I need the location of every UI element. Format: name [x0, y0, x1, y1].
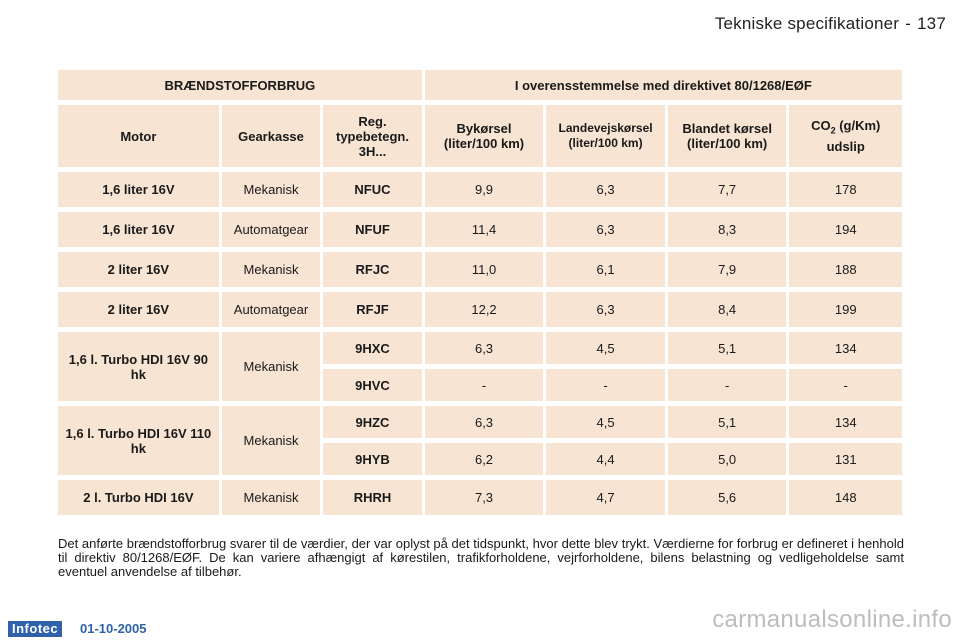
cell-blandet: 8,3: [668, 212, 787, 247]
cell-by: 11,4: [425, 212, 544, 247]
page-header: [715, 14, 946, 34]
cell-motor: 2 liter 16V: [58, 252, 219, 287]
cell-gear: Automatgear: [222, 212, 320, 247]
cell-gear: Mekanisk: [222, 480, 320, 515]
cell-motor: 2 l. Turbo HDI 16V: [58, 480, 219, 515]
consumption-note: Det anførte brændstofforbrug svarer til de værdier, der var oplyst på det tidspunkt, hvor dette blev trykt. Værdierne for forbrug er defineret i henhold til direktiv 80/1268/EØF. De kan variere afhængigt af kørestilen, trafikforholdene, vejrforholdene, bilens belastning og vedligeholdelse samt eventuel anvendelse af tilbehør.: [58, 536, 904, 579]
cell-type: 9HYB: [323, 443, 422, 475]
cell-by: 11,0: [425, 252, 544, 287]
table-row: [58, 292, 902, 327]
cell-blandet: 8,4: [668, 292, 787, 327]
col-header-reg-type: Reg. typebetegn. 3H...: [323, 105, 422, 167]
col-header-co2: [789, 105, 902, 167]
table-group-header-row: [58, 70, 902, 100]
table-row: [58, 406, 902, 438]
page-number: 137: [917, 14, 946, 33]
cell-type: 9HZC: [323, 406, 422, 438]
cell-by: 6,3: [425, 332, 544, 364]
cell-type: RFJF: [323, 292, 422, 327]
cell-gear: Mekanisk: [222, 332, 320, 401]
cell-land: 6,3: [546, 212, 665, 247]
cell-gear: Mekanisk: [222, 252, 320, 287]
cell-by: 6,3: [425, 406, 544, 438]
col-header-gearkasse: Gearkasse: [222, 105, 320, 167]
cell-blandet: 7,7: [668, 172, 787, 207]
cell-gear: Mekanisk: [222, 406, 320, 475]
table-row: [58, 212, 902, 247]
col-header-blandet: Blandet kørsel (liter/100 km): [668, 105, 787, 167]
cell-co2: -: [789, 369, 902, 401]
cell-co2: 134: [789, 332, 902, 364]
cell-by: 6,2: [425, 443, 544, 475]
table-row: [58, 252, 902, 287]
table-row: [58, 332, 902, 364]
col-header-motor: Motor: [58, 105, 219, 167]
cell-by: 12,2: [425, 292, 544, 327]
cell-land: 4,5: [546, 332, 665, 364]
cell-land: -: [546, 369, 665, 401]
col-header-landevej: Landevejskørsel (liter/100 km): [546, 105, 665, 167]
cell-blandet: 5,0: [668, 443, 787, 475]
co2-prefix: CO: [811, 118, 831, 134]
cell-type: NFUF: [323, 212, 422, 247]
header-separator: -: [905, 14, 912, 33]
cell-gear: Automatgear: [222, 292, 320, 327]
cell-co2: 148: [789, 480, 902, 515]
cell-land: 6,1: [546, 252, 665, 287]
cell-motor: 2 liter 16V: [58, 292, 219, 327]
group-header-directive: I overensstemmelse med direktivet 80/1268/EØF: [425, 70, 902, 100]
watermark: carmanualsonline.info: [712, 606, 952, 633]
co2-subscript: 2: [830, 125, 836, 136]
cell-land: 6,3: [546, 292, 665, 327]
cell-co2: 194: [789, 212, 902, 247]
cell-motor: 1,6 liter 16V: [58, 212, 219, 247]
table-column-header-row: [58, 105, 902, 167]
cell-by: 9,9: [425, 172, 544, 207]
group-header-fuel: BRÆNDSTOFFORBRUG: [58, 70, 422, 100]
co2-suffix: (g/Km) udslip: [826, 118, 881, 154]
cell-type: 9HXC: [323, 332, 422, 364]
fuel-consumption-table: [55, 65, 905, 520]
cell-co2: 178: [789, 172, 902, 207]
cell-blandet: -: [668, 369, 787, 401]
cell-co2: 131: [789, 443, 902, 475]
table-row: [58, 480, 902, 515]
cell-land: 6,3: [546, 172, 665, 207]
cell-by: -: [425, 369, 544, 401]
cell-type: NFUC: [323, 172, 422, 207]
page-title: Tekniske specifikationer: [714, 14, 900, 33]
cell-blandet: 5,1: [668, 332, 787, 364]
cell-land: 4,5: [546, 406, 665, 438]
cell-co2: 134: [789, 406, 902, 438]
cell-blandet: 5,1: [668, 406, 787, 438]
cell-co2: 199: [789, 292, 902, 327]
cell-motor: 1,6 l. Turbo HDI 16V 110 hk: [58, 406, 219, 475]
cell-gear: Mekanisk: [222, 172, 320, 207]
cell-motor: 1,6 liter 16V: [58, 172, 219, 207]
cell-by: 7,3: [425, 480, 544, 515]
col-header-bykorsel: Bykørsel (liter/100 km): [425, 105, 544, 167]
cell-land: 4,4: [546, 443, 665, 475]
cell-type: RHRH: [323, 480, 422, 515]
infotec-logo: Infotec: [8, 621, 62, 637]
footer-date: 01-10-2005: [80, 621, 147, 636]
cell-type: RFJC: [323, 252, 422, 287]
cell-co2: 188: [789, 252, 902, 287]
table-row: [58, 172, 902, 207]
cell-motor: 1,6 l. Turbo HDI 16V 90 hk: [58, 332, 219, 401]
cell-land: 4,7: [546, 480, 665, 515]
cell-blandet: 7,9: [668, 252, 787, 287]
cell-blandet: 5,6: [668, 480, 787, 515]
cell-type: 9HVC: [323, 369, 422, 401]
